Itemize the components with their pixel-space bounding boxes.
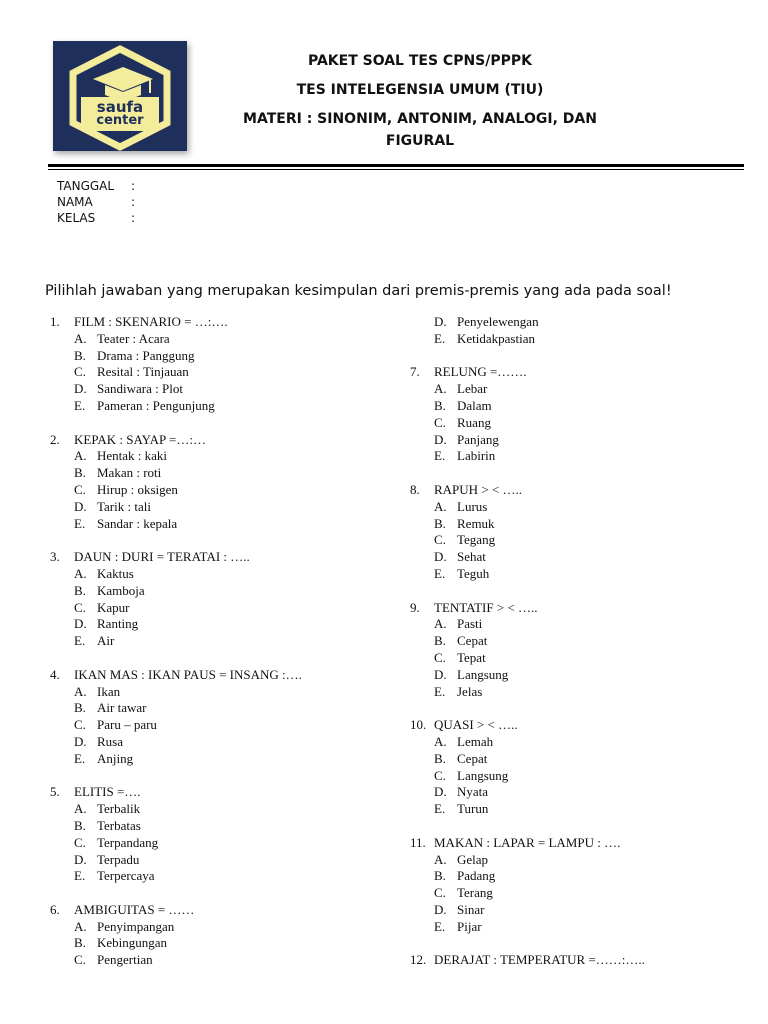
question-text: TENTATIF > < ….. bbox=[434, 599, 538, 615]
question-stem bbox=[50, 667, 380, 684]
answer-option bbox=[50, 465, 380, 482]
question-stem bbox=[410, 952, 750, 969]
option-text: Langsung bbox=[457, 767, 509, 783]
answer-option bbox=[410, 801, 750, 818]
question bbox=[410, 482, 750, 583]
question bbox=[50, 432, 380, 533]
option-letter: B. bbox=[434, 633, 446, 649]
answer-option bbox=[50, 381, 380, 398]
answer-option bbox=[50, 852, 380, 869]
option-letter: D. bbox=[74, 381, 87, 397]
answer-option bbox=[50, 398, 380, 415]
answer-option bbox=[410, 381, 750, 398]
option-letter: D. bbox=[434, 666, 447, 682]
option-text: Terpadu bbox=[97, 851, 140, 867]
option-text: Langsung bbox=[457, 666, 509, 682]
option-letter: D. bbox=[74, 851, 87, 867]
option-text: Kebingungan bbox=[97, 935, 168, 951]
option-letter: B. bbox=[74, 700, 86, 716]
option-text: Cepat bbox=[457, 750, 488, 766]
question-number: 3. bbox=[50, 549, 60, 565]
answer-option bbox=[50, 331, 380, 348]
question-text: IKAN MAS : IKAN PAUS = INSANG :…. bbox=[74, 666, 302, 682]
answer-option bbox=[50, 818, 380, 835]
option-letter: C. bbox=[74, 599, 86, 615]
option-letter: E. bbox=[74, 868, 86, 884]
answer-option bbox=[434, 331, 750, 348]
question-text: DAUN : DURI = TERATAI : ….. bbox=[74, 549, 250, 565]
question bbox=[410, 600, 750, 701]
answer-option bbox=[50, 499, 380, 516]
option-letter: B. bbox=[74, 935, 86, 951]
question-text: MAKAN : LAPAR = LAMPU : …. bbox=[434, 834, 621, 850]
answer-option bbox=[50, 835, 380, 852]
option-letter: A. bbox=[434, 381, 447, 397]
question-number: 1. bbox=[50, 314, 60, 329]
answer-option bbox=[410, 532, 750, 549]
meta-label: TANGGAL bbox=[57, 179, 115, 193]
question-stem bbox=[50, 784, 380, 801]
answer-option bbox=[410, 784, 750, 801]
option-text: Ketidakpastian bbox=[457, 330, 535, 346]
option-text: Kamboja bbox=[97, 582, 145, 598]
option-letter: A. bbox=[74, 801, 87, 817]
answer-option bbox=[50, 448, 380, 465]
option-letter: D. bbox=[74, 733, 87, 749]
question-text: FILM : SKENARIO = …:…. bbox=[74, 314, 228, 329]
meta-label: KELAS bbox=[57, 211, 96, 225]
logo-text-line-2: center bbox=[96, 113, 144, 128]
question-number: 4. bbox=[50, 666, 60, 682]
option-letter: E. bbox=[434, 918, 446, 934]
answer-option bbox=[410, 549, 750, 566]
question-stem bbox=[50, 314, 380, 331]
option-text: Teguh bbox=[457, 565, 490, 581]
header-divider-thin bbox=[48, 169, 744, 170]
question-stem bbox=[50, 902, 380, 919]
question-number: 8. bbox=[410, 481, 420, 497]
option-letter: E. bbox=[434, 801, 446, 817]
option-letter: E. bbox=[434, 683, 446, 699]
option-letter: A. bbox=[434, 498, 447, 514]
question bbox=[50, 314, 380, 415]
option-letter: C. bbox=[434, 414, 446, 430]
option-text: Teater : Acara bbox=[97, 330, 170, 346]
answer-option bbox=[410, 448, 750, 465]
answer-option bbox=[50, 919, 380, 936]
answer-option bbox=[50, 566, 380, 583]
option-letter: D. bbox=[434, 431, 447, 447]
graduation-cap-logo-icon bbox=[53, 41, 187, 151]
option-text: Penyimpangan bbox=[97, 918, 175, 934]
option-letter: D. bbox=[74, 498, 87, 514]
option-letter: B. bbox=[434, 515, 446, 531]
logo-text-line-1: saufa bbox=[96, 98, 144, 116]
question-number: 2. bbox=[50, 431, 60, 447]
header-title-2: TES INTELEGENSIA UMUM (TIU) bbox=[296, 82, 544, 98]
answer-option bbox=[410, 885, 750, 902]
question-text: KEPAK : SAYAP =…:… bbox=[74, 431, 206, 447]
option-letter: D. bbox=[434, 314, 447, 329]
question-text: RELUNG =……. bbox=[434, 364, 527, 380]
instruction: Pilihlah jawaban yang merupakan kesimpulan dari premis-premis yang ada pada soal! bbox=[45, 283, 672, 299]
answer-option bbox=[50, 717, 380, 734]
option-text: Labirin bbox=[457, 448, 496, 464]
questions-right-column bbox=[410, 314, 750, 986]
question-number: 6. bbox=[50, 901, 60, 917]
question bbox=[50, 667, 380, 768]
answer-option bbox=[410, 919, 750, 936]
meta-label: NAMA bbox=[57, 195, 93, 209]
question-number: 9. bbox=[410, 599, 420, 615]
option-letter: B. bbox=[74, 817, 86, 833]
option-letter: A. bbox=[74, 330, 87, 346]
option-letter: C. bbox=[74, 834, 86, 850]
question-number: 12. bbox=[410, 952, 427, 968]
answer-option bbox=[434, 314, 750, 331]
option-text: Terbatas bbox=[97, 817, 141, 833]
option-text: Cepat bbox=[457, 633, 488, 649]
option-letter: A. bbox=[74, 448, 87, 464]
question-number: 7. bbox=[410, 364, 420, 380]
option-text: Jelas bbox=[457, 683, 483, 699]
answer-option bbox=[410, 751, 750, 768]
option-text: Nyata bbox=[457, 784, 489, 800]
option-letter: B. bbox=[434, 397, 446, 413]
option-text: Terang bbox=[457, 885, 493, 901]
option-text: Tepat bbox=[457, 649, 486, 665]
meta-kelas bbox=[57, 210, 135, 226]
option-text: Kapur bbox=[97, 599, 130, 615]
question bbox=[50, 784, 380, 885]
logo bbox=[53, 41, 187, 151]
option-letter: A. bbox=[434, 733, 447, 749]
option-text: Terpercaya bbox=[97, 868, 155, 884]
questions-left-column bbox=[50, 314, 380, 986]
answer-option bbox=[50, 616, 380, 633]
answer-option bbox=[410, 415, 750, 432]
option-text: Lurus bbox=[457, 498, 488, 514]
option-text: Panjang bbox=[457, 431, 499, 447]
answer-option bbox=[50, 364, 380, 381]
answer-option bbox=[410, 902, 750, 919]
option-letter: A. bbox=[74, 918, 87, 934]
option-letter: C. bbox=[434, 532, 446, 548]
option-letter: E. bbox=[434, 565, 446, 581]
question-text: ELITIS =…. bbox=[74, 784, 141, 800]
option-text: Terpandang bbox=[97, 834, 159, 850]
option-text: Terbalik bbox=[97, 801, 141, 817]
question-stem bbox=[410, 717, 750, 734]
answer-option bbox=[50, 600, 380, 617]
option-text: Ikan bbox=[97, 683, 121, 699]
option-text: Tarik : tali bbox=[97, 498, 151, 514]
option-text: Tegang bbox=[457, 532, 496, 548]
option-letter: C. bbox=[74, 364, 86, 380]
question-text: QUASI > < ….. bbox=[434, 717, 518, 733]
header-divider bbox=[48, 164, 744, 167]
option-letter: E. bbox=[74, 515, 86, 531]
question-stem bbox=[410, 600, 750, 617]
answer-option bbox=[410, 734, 750, 751]
answer-option bbox=[410, 398, 750, 415]
option-text: Ranting bbox=[97, 616, 139, 632]
option-text: Lebar bbox=[457, 381, 488, 397]
answer-option bbox=[50, 684, 380, 701]
answer-option bbox=[50, 801, 380, 818]
question-text: AMBIGUITAS = …… bbox=[74, 901, 195, 917]
question bbox=[410, 952, 750, 969]
question-stem bbox=[410, 482, 750, 499]
answer-option bbox=[50, 935, 380, 952]
option-letter: D. bbox=[74, 616, 87, 632]
option-letter: E. bbox=[74, 397, 86, 413]
question-number: 11. bbox=[410, 834, 426, 850]
answer-option bbox=[410, 633, 750, 650]
option-letter: B. bbox=[434, 750, 446, 766]
answer-option bbox=[410, 768, 750, 785]
question-stem bbox=[50, 549, 380, 566]
option-text: Kaktus bbox=[97, 565, 134, 581]
option-text: Dalam bbox=[457, 397, 492, 413]
option-letter: D. bbox=[434, 784, 447, 800]
option-letter: B. bbox=[74, 347, 86, 363]
option-text: Makan : roti bbox=[97, 465, 162, 481]
answer-option bbox=[410, 616, 750, 633]
answer-option bbox=[50, 751, 380, 768]
option-letter: A. bbox=[434, 616, 447, 632]
question-text: DERAJAT : TEMPERATUR =……:….. bbox=[434, 952, 645, 968]
option-letter: B. bbox=[74, 582, 86, 598]
answer-option bbox=[410, 499, 750, 516]
question-6-continued bbox=[410, 314, 750, 348]
header-title-1: PAKET SOAL TES CPNS/PPPK bbox=[307, 53, 533, 69]
answer-option bbox=[50, 482, 380, 499]
question-stem bbox=[50, 432, 380, 449]
question-stem bbox=[410, 835, 750, 852]
question-number: 5. bbox=[50, 784, 60, 800]
answer-option bbox=[50, 516, 380, 533]
answer-option bbox=[410, 667, 750, 684]
answer-option bbox=[410, 852, 750, 869]
answer-option bbox=[410, 684, 750, 701]
option-text: Air tawar bbox=[97, 700, 147, 716]
question bbox=[50, 902, 380, 969]
option-letter: A. bbox=[434, 851, 447, 867]
answer-option bbox=[50, 700, 380, 717]
question bbox=[410, 717, 750, 818]
question-number: 10. bbox=[410, 717, 427, 733]
answer-option bbox=[410, 868, 750, 885]
answer-option bbox=[50, 868, 380, 885]
answer-option bbox=[50, 952, 380, 969]
header-title-3: MATERI : SINONIM, ANTONIM, ANALOGI, DAN bbox=[243, 111, 597, 127]
meta-tanggal bbox=[57, 178, 135, 194]
option-letter: A. bbox=[74, 683, 87, 699]
meta-separator: : bbox=[131, 179, 136, 193]
option-text: Hirup : oksigen bbox=[97, 481, 178, 497]
question bbox=[410, 364, 750, 465]
option-letter: C. bbox=[74, 952, 86, 968]
question bbox=[50, 549, 380, 650]
meta-separator: : bbox=[131, 195, 136, 209]
option-text: Turun bbox=[457, 801, 489, 817]
option-letter: C. bbox=[434, 885, 446, 901]
option-text: Remuk bbox=[457, 515, 495, 531]
meta-nama bbox=[57, 194, 135, 210]
option-text: Paru – paru bbox=[97, 717, 157, 733]
option-letter: C. bbox=[74, 717, 86, 733]
question-stem bbox=[410, 364, 750, 381]
option-letter: E. bbox=[74, 633, 86, 649]
option-text: Lemah bbox=[457, 733, 494, 749]
option-text: Ruang bbox=[457, 414, 491, 430]
option-text: Anjing bbox=[97, 750, 134, 766]
option-letter: B. bbox=[434, 868, 446, 884]
option-letter: E. bbox=[434, 330, 446, 346]
option-letter: E. bbox=[74, 750, 86, 766]
option-text: Pameran : Pengunjung bbox=[97, 397, 215, 413]
answer-option bbox=[50, 734, 380, 751]
option-letter: C. bbox=[434, 649, 446, 665]
answer-option bbox=[410, 650, 750, 667]
option-letter: C. bbox=[74, 481, 86, 497]
question-text: RAPUH > < ….. bbox=[434, 481, 522, 497]
option-letter: D. bbox=[434, 549, 447, 565]
option-text: Air bbox=[97, 633, 115, 649]
option-text: Gelap bbox=[457, 851, 489, 867]
option-letter: E. bbox=[434, 448, 446, 464]
option-text: Sandar : kepala bbox=[97, 515, 178, 531]
header-title-4: FIGURAL bbox=[385, 133, 455, 149]
option-letter: C. bbox=[434, 767, 446, 783]
option-text: Sandiwara : Plot bbox=[97, 381, 183, 397]
answer-option bbox=[410, 432, 750, 449]
option-text: Drama : Panggung bbox=[97, 347, 195, 363]
option-letter: B. bbox=[74, 465, 86, 481]
option-text: Sehat bbox=[457, 549, 486, 565]
option-text: Rusa bbox=[97, 733, 123, 749]
option-text: Resital : Tinjauan bbox=[97, 364, 189, 380]
option-text: Padang bbox=[457, 868, 496, 884]
answer-option bbox=[410, 566, 750, 583]
option-text: Pengertian bbox=[97, 952, 153, 968]
answer-option bbox=[410, 516, 750, 533]
option-letter: A. bbox=[74, 565, 87, 581]
option-text: Penyelewengan bbox=[457, 314, 539, 329]
option-text: Pasti bbox=[457, 616, 483, 632]
answer-option bbox=[50, 633, 380, 650]
option-text: Hentak : kaki bbox=[97, 448, 168, 464]
option-text: Pijar bbox=[457, 918, 482, 934]
answer-option bbox=[50, 348, 380, 365]
option-text: Sinar bbox=[457, 901, 485, 917]
question bbox=[410, 835, 750, 936]
option-letter: D. bbox=[434, 901, 447, 917]
answer-option bbox=[50, 583, 380, 600]
meta-separator: : bbox=[131, 211, 136, 225]
